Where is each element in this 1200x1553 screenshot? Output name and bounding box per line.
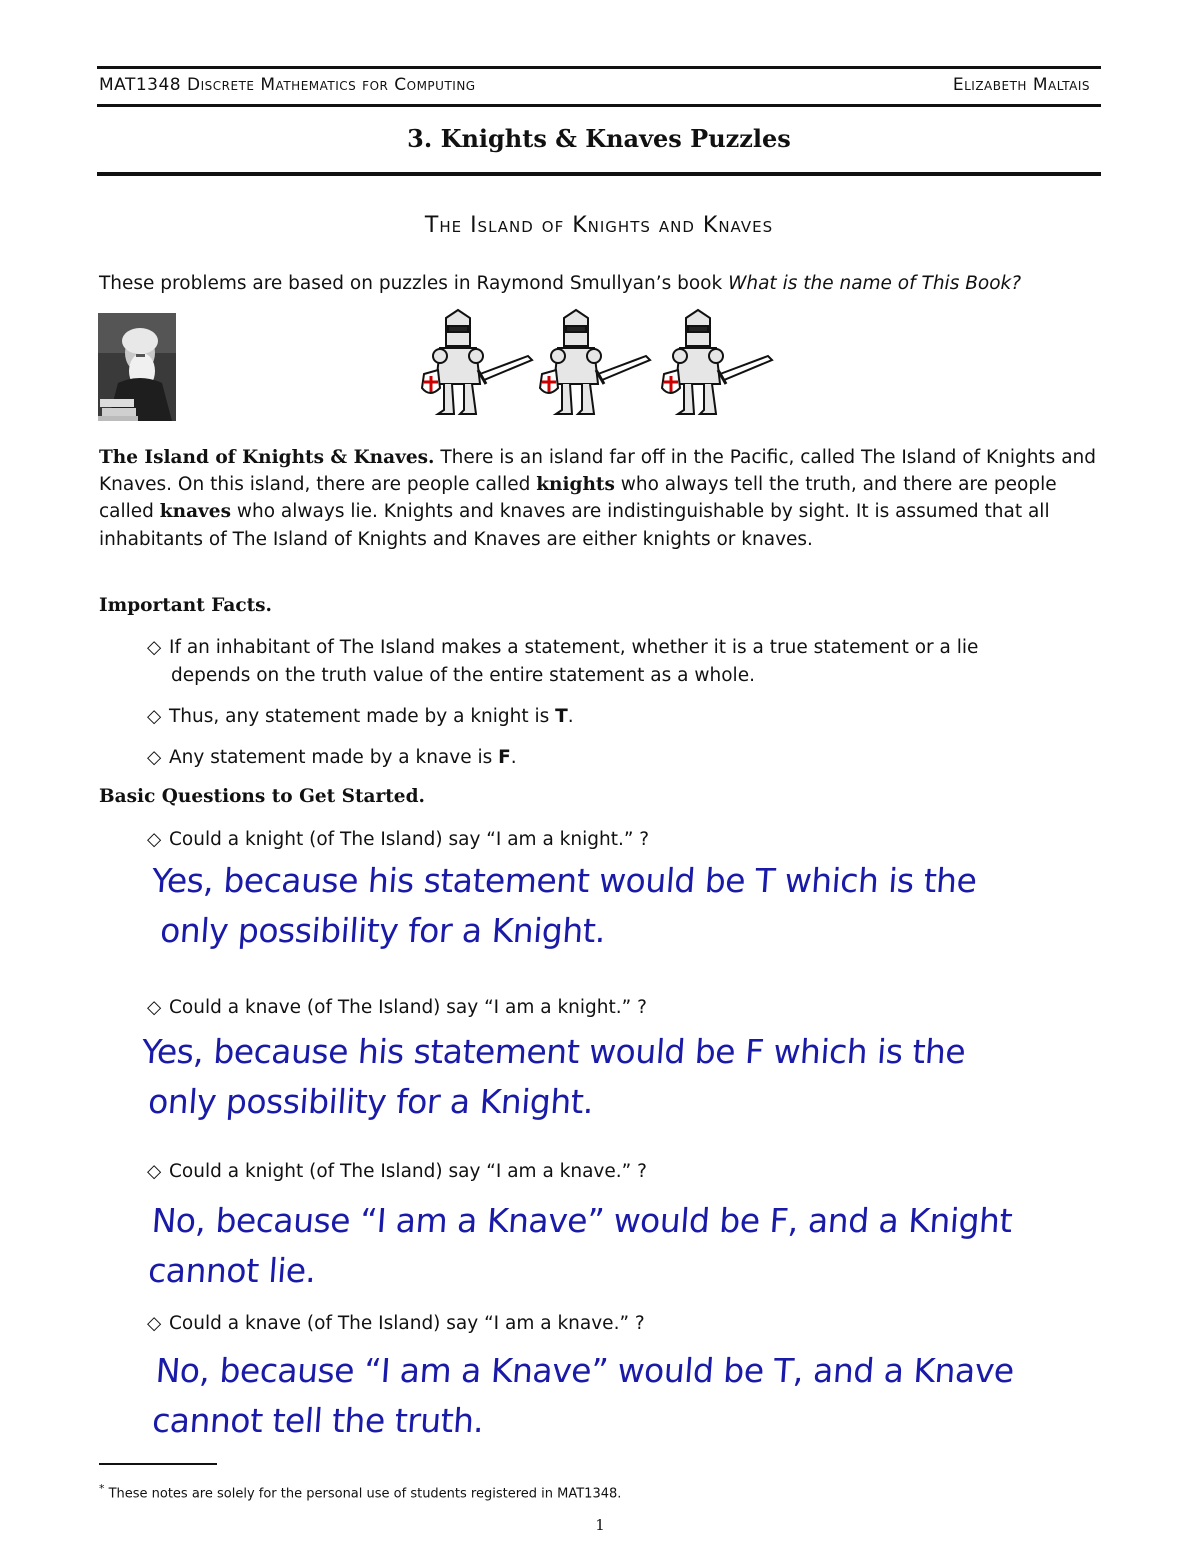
footnote-rule (99, 1463, 217, 1465)
diamond-bullet-icon: ◇ (147, 1161, 162, 1182)
description-lead: The Island of Knights & Knaves. (99, 447, 435, 468)
question-item: ◇ Could a knave (of The Island) say “I am a knight.” ? (147, 994, 647, 1022)
header-top-rule (97, 66, 1101, 69)
book-title: What is the name of This Book? (728, 273, 1022, 294)
page-number: 1 (595, 1516, 605, 1534)
handwritten-answer: Yes, because his statement would be F which is the only possibility for a Knight. (140, 1032, 967, 1121)
page-title: 3. Knights & Knaves Puzzles (407, 124, 791, 153)
diamond-bullet-icon: ◇ (147, 637, 162, 658)
knights-illustration (410, 306, 780, 424)
intro-paragraph (99, 270, 1109, 297)
fact-item: ◇ Any statement made by a knave is F. (147, 744, 517, 772)
diamond-bullet-icon: ◇ (147, 829, 162, 850)
author-name: Elizabeth Maltais (952, 75, 1090, 95)
diamond-bullet-icon: ◇ (147, 706, 162, 727)
description-text-2: who always tell the truth, and there are people called (99, 474, 1057, 523)
diamond-bullet-icon: ◇ (147, 747, 162, 768)
header-mid-rule (97, 104, 1101, 107)
handwritten-answer: No, because “I am a Knave” would be F, and a Knight cannot lie. (146, 1201, 1014, 1290)
question-item: ◇ Could a knight (of The Island) say “I am a knight.” ? (147, 826, 649, 854)
footnote: * These notes are solely for the personal use of students registered in MAT1348. (99, 1482, 622, 1502)
footnote-marker: * (99, 1482, 105, 1495)
diamond-bullet-icon: ◇ (147, 997, 162, 1018)
handwritten-answer: No, because “I am a Knave” would be T, and a Knave cannot tell the truth. (150, 1351, 1016, 1440)
section-title: The Island of Knights and Knaves (424, 213, 774, 238)
knights-term: knights (536, 474, 615, 496)
intro-text: These problems are based on puzzles in Raymond Smullyan’s book (99, 273, 729, 294)
title-bottom-rule (97, 172, 1101, 176)
diamond-bullet-icon: ◇ (147, 1313, 162, 1334)
description-text-3: who always lie. Knights and knaves are indistinguishable by sight. It is assumed that all inhabitants of The Island of Knights and Knaves are either knights or knaves. (99, 501, 1050, 550)
course-title: MAT1348 Discrete Mathematics for Computing (99, 75, 476, 95)
fact-item: ◇ Thus, any statement made by a knight is T. (147, 703, 574, 731)
description-text-1: There is an island far off in the Pacific, called The Island of Knights and Knaves. On this island, there are people called (99, 447, 1097, 496)
question-item: ◇ Could a knave (of The Island) say “I am a knave.” ? (147, 1310, 645, 1338)
author-portrait-image (98, 313, 176, 421)
basic-questions-heading: Basic Questions to Get Started. (99, 786, 425, 807)
question-item: ◇ Could a knight (of The Island) say “I am a knave.” ? (147, 1158, 647, 1186)
fact-item: ◇ If an inhabitant of The Island makes a statement, whether it is a true statement or a lie depends on the truth value of the entire statement as a whole. (147, 634, 978, 690)
important-facts-heading: Important Facts. (99, 595, 272, 616)
knaves-term: knaves (159, 501, 231, 523)
description-paragraph (99, 444, 1107, 553)
handwritten-answer: Yes, because his statement would be T which is the only possibility for a Knight. (150, 861, 978, 950)
